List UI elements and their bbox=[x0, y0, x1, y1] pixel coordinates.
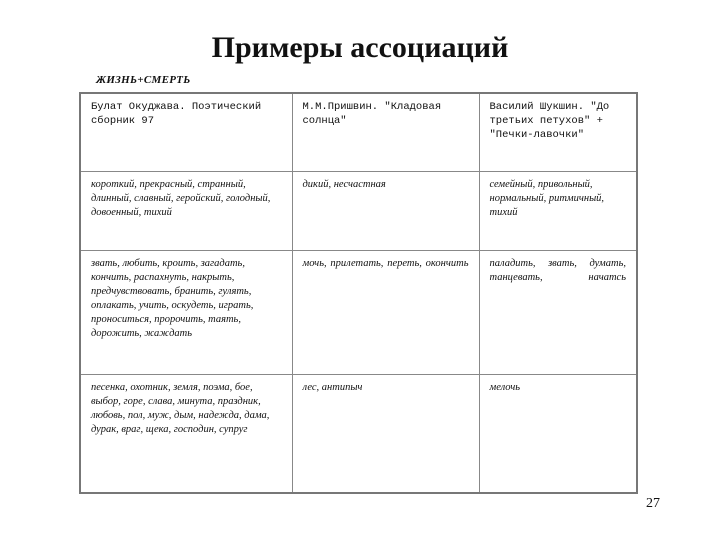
table-header-row bbox=[80, 93, 637, 171]
table-cell: мочь, прилетать, переть, окончить bbox=[292, 250, 479, 374]
page-title: Примеры ассоциаций bbox=[211, 31, 509, 64]
page-number: 27 bbox=[646, 496, 660, 511]
header-cell-shukshin: Василий Шукшин. "До третьих петухов" + "Печки-лавочки" bbox=[479, 93, 637, 171]
table-row bbox=[80, 374, 637, 493]
table-cell: паладить, звать, думать, танцевать, начатсь bbox=[479, 250, 637, 374]
table-cell: короткий, прекрасный, странный, длинный, славный, геройский, голодный, довоенный, тихий bbox=[80, 171, 292, 250]
table-cell: песенка, охотник, земля, поэма, бое, выбор, горе, слава, минута, праздник, любовь, пол, муж, дым, надежда, дама, дурак, враг, щека, господин, супруг bbox=[80, 374, 292, 493]
header-cell-okudzhava: Булат Окуджава. Поэтический сборник 97 bbox=[80, 93, 292, 171]
table-cell: лес, антипыч bbox=[292, 374, 479, 493]
table-cell: семейный, привольный, нормальный, ритмичный, тихий bbox=[479, 171, 637, 250]
table-row bbox=[80, 250, 637, 374]
table-cell: звать, любить, кроить, загадать, кончить, распахнуть, накрыть, предчувствовать, бранить, гулять, оплакать, учить, оскудеть, играть, проноситься, пророчить, таять, дорожить, жаждать bbox=[80, 250, 292, 374]
table-cell: мелочь bbox=[479, 374, 637, 493]
header-cell-prishvin: М.М.Пришвин. "Кладовая солнца" bbox=[292, 93, 479, 171]
table-row bbox=[80, 171, 637, 250]
table-cell: дикий, несчастная bbox=[292, 171, 479, 250]
section-subtitle: ЖИЗНЬ+СМЕРТЬ bbox=[96, 74, 191, 86]
associations-table bbox=[79, 92, 638, 494]
